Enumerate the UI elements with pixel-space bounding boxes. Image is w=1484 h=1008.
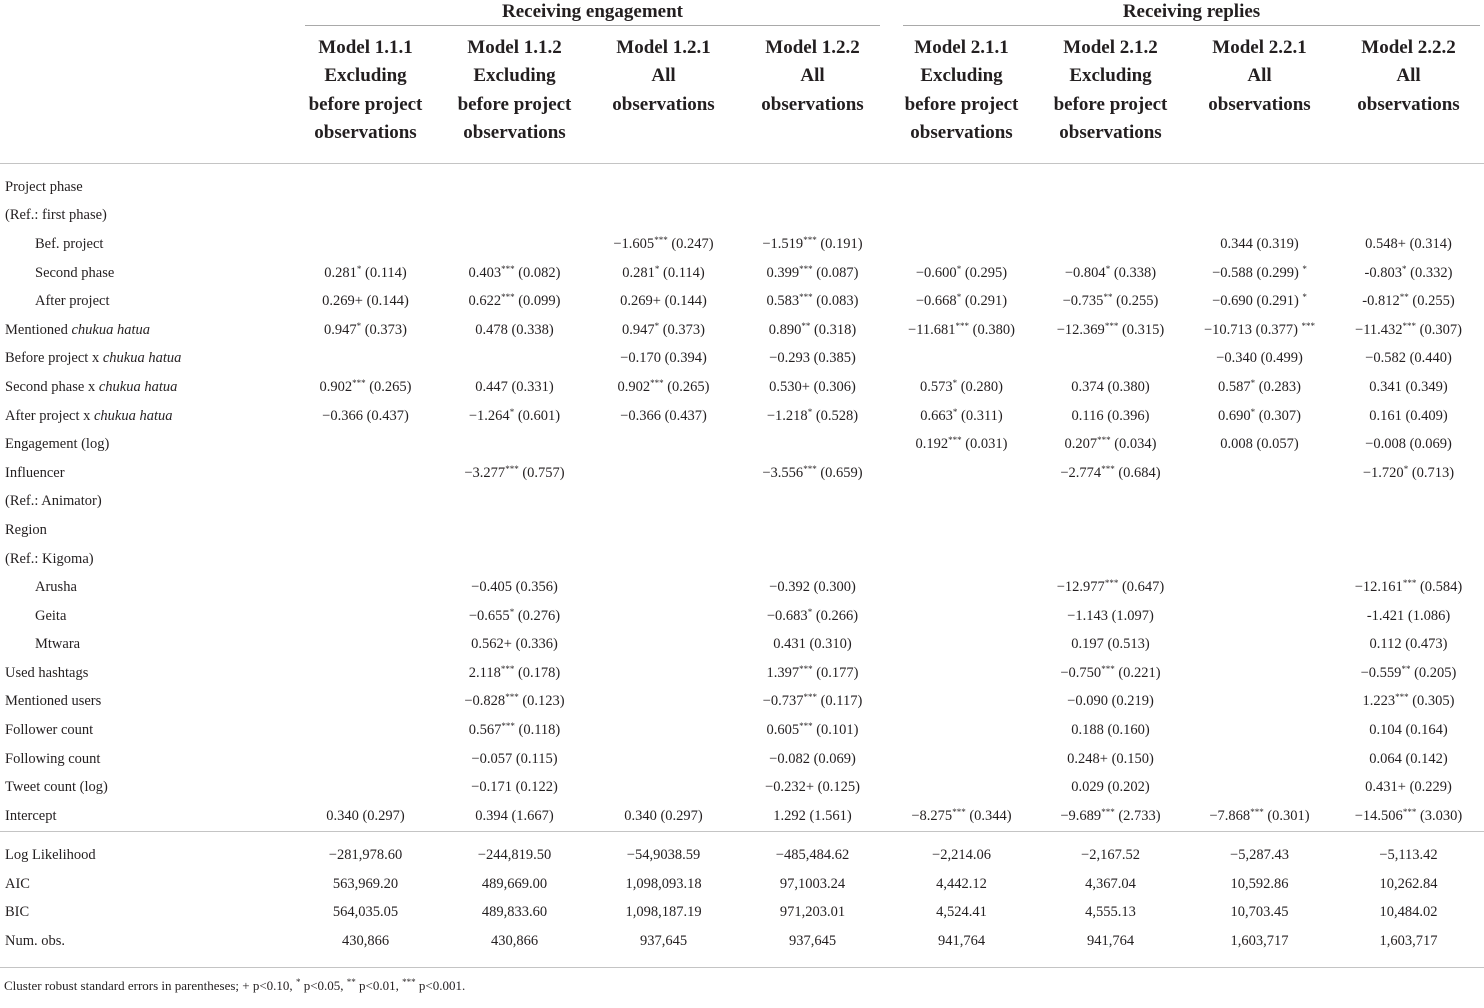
table-cell: −1.264* (0.601) <box>468 406 561 424</box>
table-cell: 1.292 (1.561) <box>773 807 852 824</box>
table-row <box>0 516 1484 545</box>
table-cell: 0.197 (0.513) <box>1071 636 1150 653</box>
table-cell: 0.567*** (0.118) <box>468 721 561 739</box>
table-footnote: Cluster robust standard errors in parentheses; + p<0.10, * p<0.05, ** p<0.01, *** p<0.001. <box>4 976 466 993</box>
row-label: Second phase x chukua hatua <box>5 378 178 395</box>
row-label: BIC <box>5 904 30 921</box>
table-cell: 0.690* (0.307) <box>1217 406 1302 424</box>
table-cell: −0.690 (0.291) * <box>1212 292 1307 310</box>
table-cell: 0.116 (0.396) <box>1071 407 1150 424</box>
table-cell: 0.548+ (0.314) <box>1365 235 1452 252</box>
table-cell: 430,866 <box>341 932 390 949</box>
column-header-model-1-2-1 <box>589 34 738 163</box>
table-cell: 0.374 (0.380) <box>1071 378 1150 395</box>
row-label: Mentioned users <box>5 693 102 710</box>
table-cell: 0.947* (0.373) <box>323 320 408 338</box>
table-cell: 0.207*** (0.034) <box>1064 435 1157 453</box>
table-cell: 0.340 (0.297) <box>326 807 405 824</box>
table-row <box>0 373 1484 402</box>
table-cell: 1,098,093.18 <box>625 875 702 892</box>
row-label: After project <box>35 293 110 310</box>
column-header-line: Excluding <box>324 65 407 87</box>
table-cell: −2,167.52 <box>1081 847 1140 864</box>
row-label: Following count <box>5 750 101 767</box>
table-cell: −0.735** (0.255) <box>1062 292 1159 310</box>
column-header-line: Excluding <box>473 65 556 87</box>
table-cell: 4,524.41 <box>936 904 987 921</box>
table-cell: −0.668* (0.291) <box>915 292 1008 310</box>
table-cell: 10,262.84 <box>1379 875 1438 892</box>
row-label: Arusha <box>35 579 77 596</box>
table-cell: −244,819.50 <box>477 847 552 864</box>
column-header-line: All <box>800 65 825 87</box>
row-label: Second phase <box>35 264 115 281</box>
table-cell: 0.344 (0.319) <box>1220 235 1299 252</box>
table-cell: −12.369*** (0.315) <box>1056 320 1165 338</box>
table-cell: 0.281* (0.114) <box>324 263 407 281</box>
table-cell: 10,703.45 <box>1230 904 1289 921</box>
table-row <box>0 631 1484 660</box>
table-cell: 0.562+ (0.336) <box>471 636 558 653</box>
row-label: After project x chukua hatua <box>5 407 173 424</box>
table-row <box>0 573 1484 602</box>
table-cell: −1.143 (1.097) <box>1067 607 1154 624</box>
table-cell: 489,669.00 <box>481 875 548 892</box>
table-cell: 941,764 <box>937 932 986 949</box>
column-header-line: Model 1.1.2 <box>467 37 562 58</box>
column-header-line: observations <box>314 122 417 144</box>
column-header-model-1-1-2 <box>440 34 589 163</box>
row-label: (Ref.: Kigoma) <box>5 550 94 567</box>
table-cell: −0.588 (0.299) * <box>1212 263 1307 281</box>
row-label: Num. obs. <box>5 932 66 949</box>
table-cell: -0.803* (0.332) <box>1364 263 1453 281</box>
table-cell: −0.366 (0.437) <box>620 407 707 424</box>
table-row <box>0 202 1484 231</box>
table-row <box>0 870 1484 899</box>
table-cell: −14.506*** (3.030) <box>1354 806 1463 824</box>
table-row <box>0 459 1484 488</box>
table-cell: 0.064 (0.142) <box>1369 750 1448 767</box>
row-label: Geita <box>35 607 67 624</box>
column-header-line: Excluding <box>1069 65 1152 87</box>
table-cell: 0.008 (0.057) <box>1220 436 1299 453</box>
column-header-line: observations <box>910 122 1013 144</box>
column-header-model-1-2-2 <box>738 34 887 163</box>
table-cell: 0.188 (0.160) <box>1071 722 1150 739</box>
row-label: Log Likelihood <box>5 847 96 864</box>
column-group-label: Receiving engagement <box>305 0 880 26</box>
column-header-line: Model 1.2.2 <box>765 37 860 58</box>
table-cell: 1,603,717 <box>1230 932 1289 949</box>
table-row <box>0 745 1484 774</box>
table-cell: −0.405 (0.356) <box>471 579 558 596</box>
table-row <box>0 287 1484 316</box>
column-header-line: observations <box>463 122 566 144</box>
table-cell: 0.431+ (0.229) <box>1365 779 1452 796</box>
table-cell: −12.977*** (0.647) <box>1056 578 1165 596</box>
column-header-model-2-2-1 <box>1185 34 1334 163</box>
table-cell: −7.868*** (0.301) <box>1209 806 1310 824</box>
table-cell: 937,645 <box>788 932 837 949</box>
table-cell: 0.029 (0.202) <box>1071 779 1150 796</box>
column-header-line: Model 2.2.1 <box>1212 37 1307 58</box>
table-cell: −0.082 (0.069) <box>769 750 856 767</box>
row-label: Used hashtags <box>5 664 89 681</box>
row-label: Mtwara <box>35 636 81 653</box>
column-group-label: Receiving replies <box>903 0 1480 26</box>
table-cell: 0.399*** (0.087) <box>766 263 859 281</box>
table-cell: 0.269+ (0.144) <box>620 293 707 310</box>
table-cell: 1,603,717 <box>1379 932 1438 949</box>
table-cell: −0.737*** (0.117) <box>762 692 863 710</box>
table-row <box>0 488 1484 517</box>
column-header-line: Model 2.2.2 <box>1361 37 1456 58</box>
row-label: (Ref.: Animator) <box>5 493 102 510</box>
table-cell: 4,442.12 <box>936 875 987 892</box>
column-header-line: Model 2.1.2 <box>1063 37 1158 58</box>
table-cell: 0.890** (0.318) <box>768 320 857 338</box>
column-header-model-2-1-2 <box>1036 34 1185 163</box>
table-cell: 564,035.05 <box>332 904 399 921</box>
table-cell: −1.519*** (0.191) <box>762 234 863 252</box>
table-cell: 0.340 (0.297) <box>624 807 703 824</box>
table-cell: 1,098,187.19 <box>625 904 702 921</box>
table-cell: 10,484.02 <box>1379 904 1438 921</box>
column-header-line: observations <box>612 93 715 115</box>
table-cell: −3.556*** (0.659) <box>762 463 863 481</box>
row-label: Before project x chukua hatua <box>5 350 182 367</box>
table-cell: −0.828*** (0.123) <box>464 692 565 710</box>
header-spacer <box>0 34 291 163</box>
table-cell: -0.812** (0.255) <box>1362 292 1455 310</box>
table-cell: 0.192*** (0.031) <box>915 435 1008 453</box>
table-cell: −0.170 (0.394) <box>620 350 707 367</box>
table-cell: −485,484.62 <box>775 847 850 864</box>
table-cell: 430,866 <box>490 932 539 949</box>
row-label: Region <box>5 521 47 538</box>
table-row <box>0 927 1484 956</box>
table-cell: 10,592.86 <box>1230 875 1289 892</box>
table-cell: −0.804* (0.338) <box>1064 263 1157 281</box>
table-cell: 4,367.04 <box>1085 875 1136 892</box>
column-header-line: before project <box>457 93 572 115</box>
table-cell: 1.397*** (0.177) <box>766 663 859 681</box>
row-label: Intercept <box>5 807 57 824</box>
table-row <box>0 773 1484 802</box>
table-row <box>0 802 1484 831</box>
row-label: (Ref.: first phase) <box>5 207 107 224</box>
row-label: Tweet count (log) <box>5 779 108 796</box>
table-cell: −0.655* (0.276) <box>468 606 561 624</box>
table-cell: −0.057 (0.115) <box>471 750 558 767</box>
table-cell: 0.281* (0.114) <box>622 263 705 281</box>
row-label: Engagement (log) <box>5 436 110 453</box>
table-cell: 0.248+ (0.150) <box>1067 750 1154 767</box>
table-row <box>0 688 1484 717</box>
column-header-line: observations <box>1357 93 1460 115</box>
table-cell: −0.232+ (0.125) <box>765 779 860 796</box>
table-cell: −1.720* (0.713) <box>1362 463 1455 481</box>
table-cell: 0.341 (0.349) <box>1369 378 1448 395</box>
table-cell: −8.275*** (0.344) <box>911 806 1012 824</box>
table-cell: −281,978.60 <box>328 847 403 864</box>
table-cell: 0.663* (0.311) <box>920 406 1003 424</box>
table-cell: −0.090 (0.219) <box>1067 693 1154 710</box>
table-cell: 937,645 <box>639 932 688 949</box>
table-cell: 0.403*** (0.082) <box>468 263 561 281</box>
column-header-line: observations <box>1059 122 1162 144</box>
row-label: Project phase <box>5 178 83 195</box>
table-cell: −5,113.42 <box>1379 847 1438 864</box>
table-row <box>0 659 1484 688</box>
table-cell: −12.161*** (0.584) <box>1354 578 1463 596</box>
table-cell: 563,969.20 <box>332 875 399 892</box>
column-group-header-row <box>0 0 1484 30</box>
coefficient-rows <box>0 164 1484 831</box>
row-label: AIC <box>5 875 30 892</box>
table-cell: 0.478 (0.338) <box>475 321 554 338</box>
table-cell: −0.582 (0.440) <box>1365 350 1452 367</box>
table-cell: 2.118*** (0.178) <box>468 663 561 681</box>
column-header-model-2-2-2 <box>1334 34 1483 163</box>
table-cell: 0.587* (0.283) <box>1217 377 1302 395</box>
row-label: Bef. project <box>35 235 104 252</box>
column-header-line: before project <box>1053 93 1168 115</box>
table-cell: −5,287.43 <box>1230 847 1289 864</box>
table-cell: −0.008 (0.069) <box>1365 436 1452 453</box>
table-row <box>0 316 1484 345</box>
column-header-line: Model 1.1.1 <box>318 37 413 58</box>
column-header-line: before project <box>904 93 1019 115</box>
table-row <box>0 430 1484 459</box>
row-label: Mentioned chukua hatua <box>5 321 150 338</box>
column-header-line: observations <box>1208 93 1311 115</box>
table-cell: 489,833.60 <box>481 904 548 921</box>
column-group-receiving-replies <box>887 0 1483 30</box>
table-row <box>0 602 1484 631</box>
table-cell: 0.947* (0.373) <box>621 320 706 338</box>
table-cell: −2,214.06 <box>932 847 991 864</box>
table-row <box>0 345 1484 374</box>
column-group-receiving-engagement <box>291 0 887 30</box>
table-cell: −0.366 (0.437) <box>322 407 409 424</box>
model-statistics-rows <box>0 832 1484 967</box>
table-row <box>0 545 1484 574</box>
column-header-line: Model 1.2.1 <box>616 37 711 58</box>
table-cell: −0.293 (0.385) <box>769 350 856 367</box>
table-cell: −0.559** (0.205) <box>1360 663 1457 681</box>
table-row <box>0 402 1484 431</box>
column-header-model-1-1-1 <box>291 34 440 163</box>
table-cell: −2.774*** (0.684) <box>1060 463 1161 481</box>
table-cell: 0.104 (0.164) <box>1369 722 1448 739</box>
column-header-line: before project <box>308 93 423 115</box>
column-header-line: All <box>1247 65 1272 87</box>
table-cell: −0.683* (0.266) <box>766 606 859 624</box>
table-cell: −11.681*** (0.380) <box>908 320 1015 338</box>
table-row <box>0 259 1484 288</box>
table-cell: 0.394 (1.667) <box>475 807 554 824</box>
table-cell: 0.447 (0.331) <box>475 378 554 395</box>
table-cell: 0.269+ (0.144) <box>322 293 409 310</box>
header-spacer <box>0 0 291 30</box>
table-cell: 0.583*** (0.083) <box>766 292 859 310</box>
table-cell: 0.161 (0.409) <box>1369 407 1448 424</box>
table-cell: −3.277*** (0.757) <box>464 463 565 481</box>
table-cell: −0.171 (0.122) <box>471 779 558 796</box>
model-header-row <box>0 30 1484 163</box>
table-row <box>0 230 1484 259</box>
table-cell: 971,203.01 <box>779 904 846 921</box>
table-cell: −0.392 (0.300) <box>769 579 856 596</box>
table-cell: −10.713 (0.377) *** <box>1203 320 1316 338</box>
row-label: Influencer <box>5 464 65 481</box>
column-header-line: All <box>651 65 676 87</box>
table-cell: −54,9038.59 <box>626 847 701 864</box>
table-cell: 0.902*** (0.265) <box>319 377 412 395</box>
table-cell: 941,764 <box>1086 932 1135 949</box>
table-cell: 97,1003.24 <box>779 875 846 892</box>
column-header-line: All <box>1396 65 1421 87</box>
table-cell: 0.622*** (0.099) <box>468 292 561 310</box>
table-cell: −11.432*** (0.307) <box>1355 320 1462 338</box>
table-cell: −9.689*** (2.733) <box>1060 806 1161 824</box>
table-cell: −1.605*** (0.247) <box>613 234 714 252</box>
column-header-line: observations <box>761 93 864 115</box>
table-cell: 0.431 (0.310) <box>773 636 852 653</box>
table-cell: 0.902*** (0.265) <box>617 377 710 395</box>
table-cell: −0.600* (0.295) <box>915 263 1008 281</box>
table-cell: -1.421 (1.086) <box>1366 607 1451 624</box>
table-cell: 4,555.13 <box>1085 904 1136 921</box>
column-header-line: Model 2.1.1 <box>914 37 1009 58</box>
table-cell: 1.223*** (0.305) <box>1362 692 1455 710</box>
table-row <box>0 842 1484 871</box>
table-cell: −1.218* (0.528) <box>766 406 859 424</box>
table-cell: 0.573* (0.280) <box>919 377 1004 395</box>
table-cell: 0.530+ (0.306) <box>769 378 856 395</box>
row-label: Follower count <box>5 722 94 739</box>
table-row <box>0 173 1484 202</box>
table-cell: −0.750*** (0.221) <box>1060 663 1161 681</box>
table-cell: −0.340 (0.499) <box>1216 350 1303 367</box>
table-row <box>0 716 1484 745</box>
column-header-model-2-1-1 <box>887 34 1036 163</box>
table-cell: 0.605*** (0.101) <box>766 721 859 739</box>
table-row <box>0 899 1484 928</box>
table-cell: 0.112 (0.473) <box>1369 636 1448 653</box>
column-header-line: Excluding <box>920 65 1003 87</box>
